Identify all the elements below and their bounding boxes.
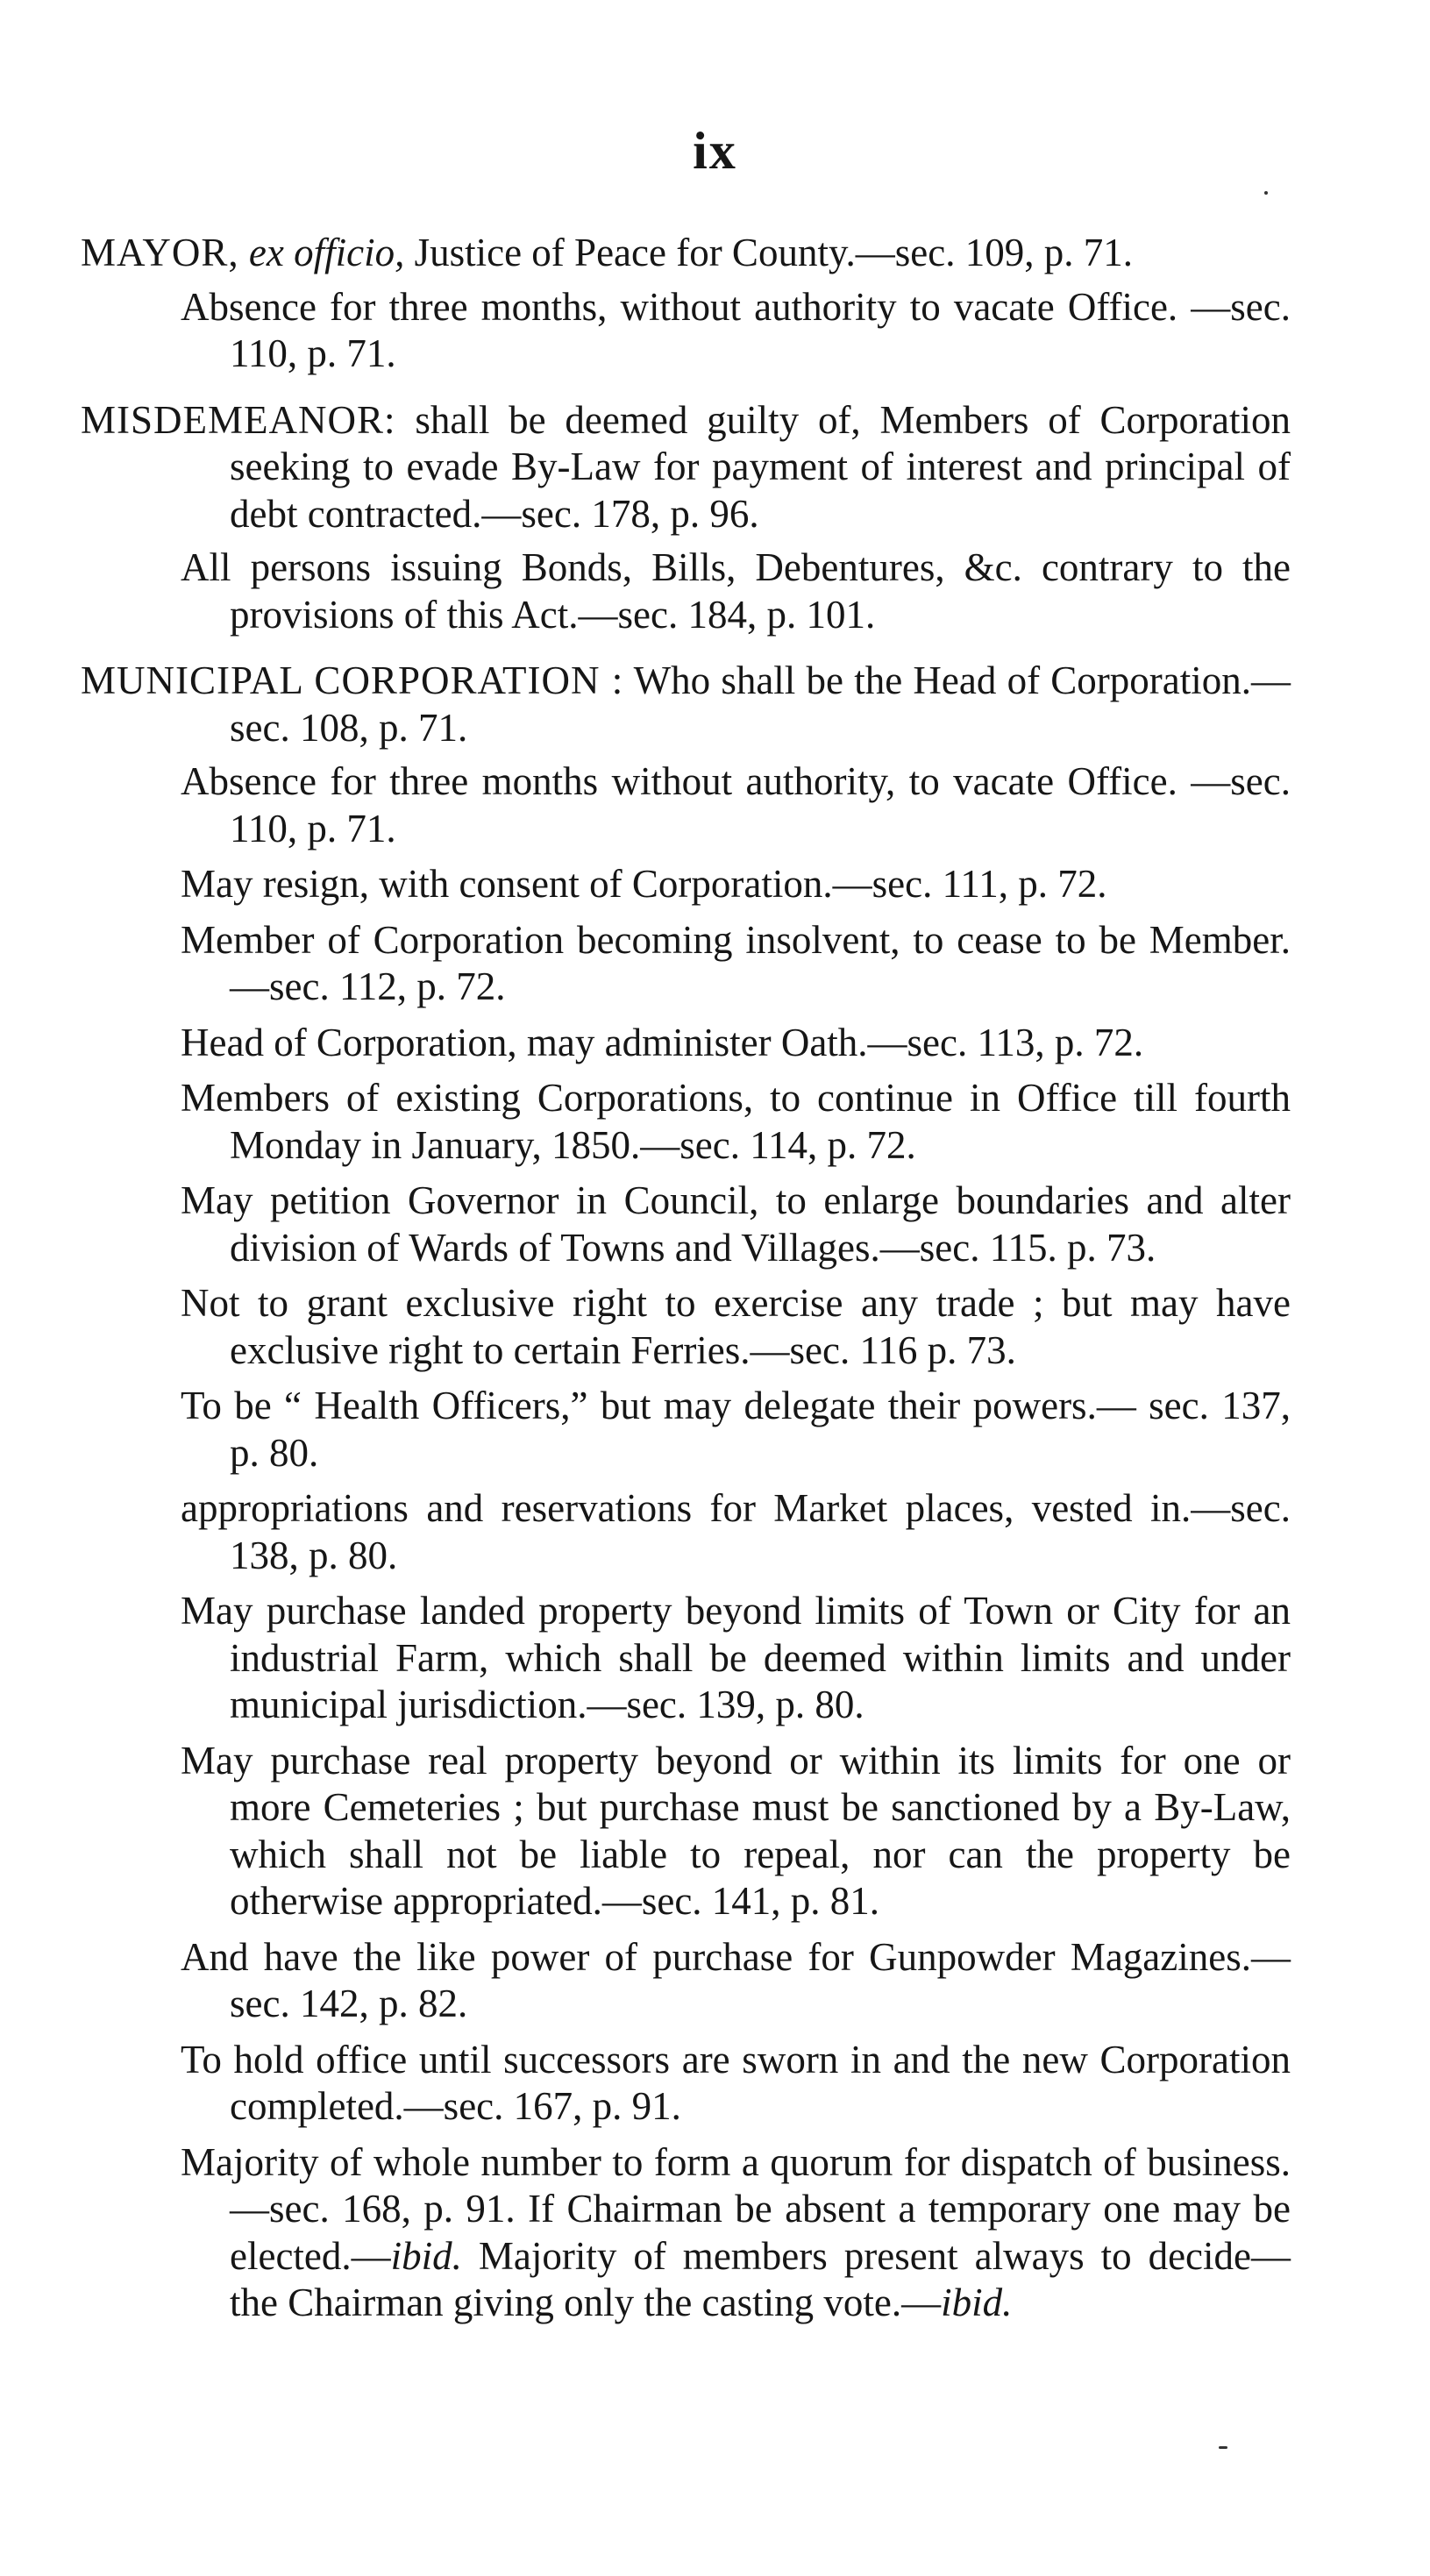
sub-entry: All persons issuing Bonds, Bills, Debentures, &c. contrary to the provisions of this Act.—sec. 184, p. 101. <box>181 545 1291 637</box>
sub-entry: To be “ Health Officers,” but may delegate their powers.— sec. 137, p. 80. <box>181 1384 1291 1475</box>
index-entry-mayor <box>81 230 1291 277</box>
page-number: ix <box>693 122 737 180</box>
sub-entry: And have the like power of purchase for Gunpowder Magazines.—sec. 142, p. 82. <box>181 1934 1291 2025</box>
scan-speck <box>1264 191 1268 195</box>
sub-entry: May resign, with consent of Corporation.—sec. 111, p. 72. <box>181 862 1107 906</box>
sub-entry-text: Majority of members present always to decide—the Chairman giving only the casting vote.— <box>230 2233 1291 2324</box>
sub-entry-text: Majority of whole number to form a quorum for dispatch of business.—sec. 168, p. 91. If Chairman be absent a temporary one may be elected.— <box>181 2139 1291 2278</box>
sub-entry: Head of Corporation, may administer Oath.—sec. 113, p. 72. <box>181 1020 1144 1064</box>
entry-text: Justice of Peace for County.—sec. 109, p. 71. <box>414 231 1133 274</box>
sub-entry: Absence for three months, without authority to vacate Office. —sec. 110, p. 71. <box>181 284 1291 375</box>
entry-text: Who shall be the Head of Corporation.—sec. 108, p. 71. <box>230 658 1291 750</box>
sub-entry: May petition Governor in Council, to enlarge boundaries and alter division of Wards of Towns and Villages.—sec. 115. p. 73. <box>181 1178 1291 1270</box>
index-entry-misdemeanor <box>81 397 1291 538</box>
sub-entry: May purchase real property beyond or within its limits for one or more Cemeteries ; but purchase must be sanctioned by a By-Law, which shall not be liable to repeal, nor can the property be otherwise appropriated.—sec. 141, p. 81. <box>181 1738 1291 1923</box>
scan-speck <box>1219 2446 1227 2449</box>
index-entry-municipal-corporation <box>81 658 1291 751</box>
sub-entry-last <box>81 2139 1291 2327</box>
sub-entry: appropriations and reservations for Market places, vested in.—sec. 138, p. 80. <box>181 1486 1291 1577</box>
sub-entry: May purchase landed property beyond limits of Town or City for an industrial Farm, which shall be deemed within limits and under municipal jurisdiction.—sec. 139, p. 80. <box>181 1589 1291 1726</box>
sub-entry: Member of Corporation becoming insolvent, to cease to be Member.—sec. 112, p. 72. <box>181 917 1291 1008</box>
ibid-reference: ibid. <box>390 2233 462 2278</box>
entry-heading: MISDEMEANOR: <box>81 397 396 442</box>
sub-entry: Not to grant exclusive right to exercise any trade ; but may have exclusive right to certain Ferries.—sec. 116 p. 73. <box>181 1281 1291 1372</box>
sub-entry: Absence for three months without authority, to vacate Office. —sec. 110, p. 71. <box>181 759 1291 850</box>
entry-heading-italic: ex officio, <box>248 231 405 274</box>
sub-entry: Members of existing Corporations, to continue in Office till fourth Monday in January, 1850.—sec. 114, p. 72. <box>181 1076 1291 1167</box>
entry-heading: MUNICIPAL CORPORATION : <box>81 658 624 702</box>
entry-text: shall be deemed guilty of, Members of Corporation seeking to evade By-Law for payment of interest and principal of debt contracted.—sec. 178, p. 96. <box>230 397 1291 536</box>
ibid-reference: ibid. <box>941 2281 1013 2324</box>
index-entries <box>81 230 1291 2336</box>
sub-entry: To hold office until successors are sworn in and the new Corporation completed.—sec. 167, p. 91. <box>181 2037 1291 2128</box>
entry-heading: MAYOR, <box>81 231 239 274</box>
